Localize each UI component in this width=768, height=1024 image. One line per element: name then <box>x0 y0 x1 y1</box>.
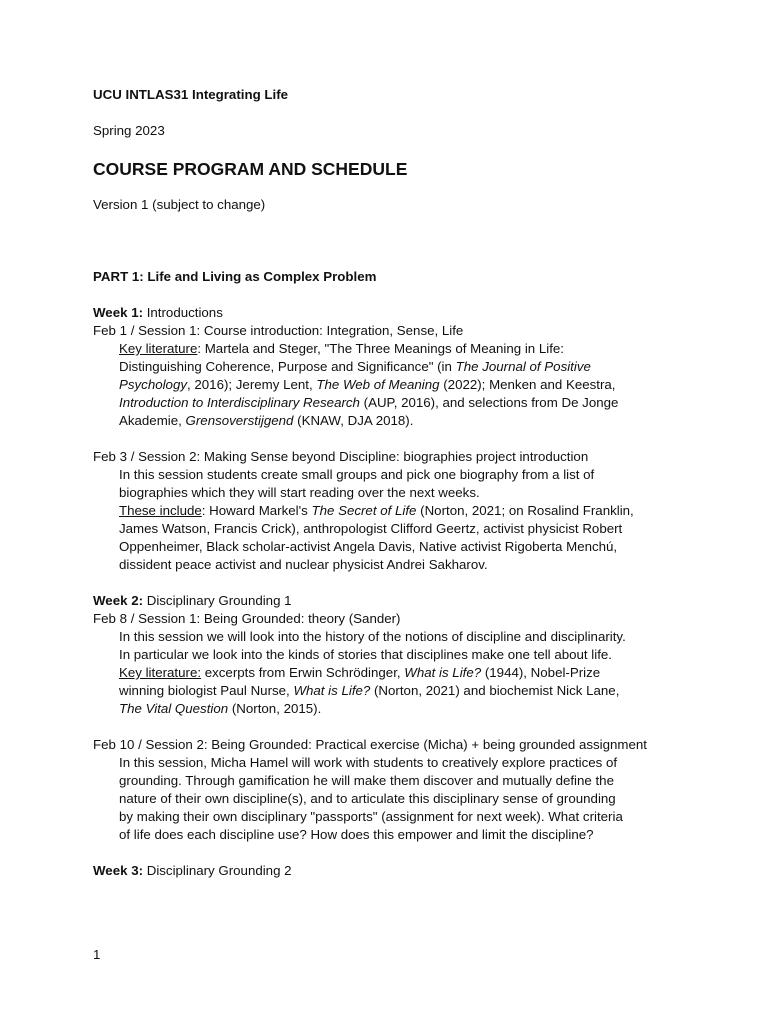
term: Spring 2023 <box>93 123 165 138</box>
week-label: Week 3: <box>93 863 144 878</box>
session-text: In particular we look into the kinds of stories that disciplines make one tell about life. <box>119 647 612 662</box>
course-code: UCU INTLAS31 Integrating Life <box>93 87 289 102</box>
session-text: In this session students create small groups and pick one biography from a list of <box>119 467 595 482</box>
session-text: by making their own disciplinary "passports" (assignment for next week). What criteria <box>119 809 623 824</box>
key-literature-label: Key literature: <box>119 665 202 680</box>
week-topic: Introductions <box>143 305 223 320</box>
session-text: of life does each discipline use? How does this empower and limit the discipline? <box>119 827 594 842</box>
week-topic: Disciplinary Grounding 1 <box>143 593 292 608</box>
session-text: Key literature: Martela and Steger, "The Three Meanings of Meaning in Life: <box>119 341 565 356</box>
document-body <box>93 86 683 880</box>
week-topic: Disciplinary Grounding 2 <box>143 863 292 878</box>
these-include-label: These include <box>119 503 202 518</box>
session-title: Feb 8 / Session 1: Being Grounded: theory (Sander) <box>93 611 401 626</box>
session-text: Oppenheimer, Black scholar-activist Angela Davis, Native activist Rigoberta Menchú, <box>119 539 618 554</box>
session-text: In this session we will look into the history of the notions of discipline and disciplinarity. <box>119 629 626 644</box>
session-text: The Vital Question (Norton, 2015). <box>119 701 322 716</box>
session-text: nature of their own discipline(s), and to articulate this disciplinary sense of grounding <box>119 791 616 806</box>
session-text: James Watson, Francis Crick), anthropologist Clifford Geertz, activist physicist Robert <box>119 521 623 536</box>
session-text: In this session, Micha Hamel will work with students to creatively explore practices of <box>119 755 618 770</box>
session-text: Akademie, Grensoverstijgend (KNAW, DJA 2018). <box>119 413 414 428</box>
session-title: Feb 10 / Session 2: Being Grounded: Practical exercise (Micha) + being grounded assignment <box>93 737 647 752</box>
version-note: Version 1 (subject to change) <box>93 197 266 212</box>
session-text: These include: Howard Markel's The Secret of Life (Norton, 2021; on Rosalind Franklin, <box>119 503 634 518</box>
session-text: biographies which they will start reading over the next weeks. <box>119 485 480 500</box>
session-title: Feb 3 / Session 2: Making Sense beyond Discipline: biographies project introduction <box>93 449 589 464</box>
session-text: Key literature: excerpts from Erwin Schrödinger, What is Life? (1944), Nobel-Prize <box>119 665 601 680</box>
week-label: Week 1: <box>93 305 144 320</box>
week-label: Week 2: <box>93 593 144 608</box>
session-text: dissident peace activist and nuclear physicist Andrei Sakharov. <box>119 557 488 572</box>
week-heading <box>93 862 683 880</box>
page-title: COURSE PROGRAM AND SCHEDULE <box>93 159 408 179</box>
week-heading <box>93 592 683 610</box>
page-number: 1 <box>93 947 101 962</box>
session-text: grounding. Through gamification he will make them discover and mutually define the <box>119 773 614 788</box>
session-title: Feb 1 / Session 1: Course introduction: Integration, Sense, Life <box>93 323 464 338</box>
session-text: Distinguishing Coherence, Purpose and Significance" (in The Journal of Positive <box>119 359 591 374</box>
part-heading: PART 1: Life and Living as Complex Problem <box>93 269 377 284</box>
session-text: winning biologist Paul Nurse, What is Life? (Norton, 2021) and biochemist Nick Lane, <box>119 683 620 698</box>
session-text: Introduction to Interdisciplinary Research (AUP, 2016), and selections from De Jonge <box>119 395 619 410</box>
week-heading <box>93 304 683 322</box>
key-literature-label: Key literature <box>119 341 198 356</box>
session-text: Psychology, 2016); Jeremy Lent, The Web of Meaning (2022); Menken and Keestra, <box>119 377 616 392</box>
